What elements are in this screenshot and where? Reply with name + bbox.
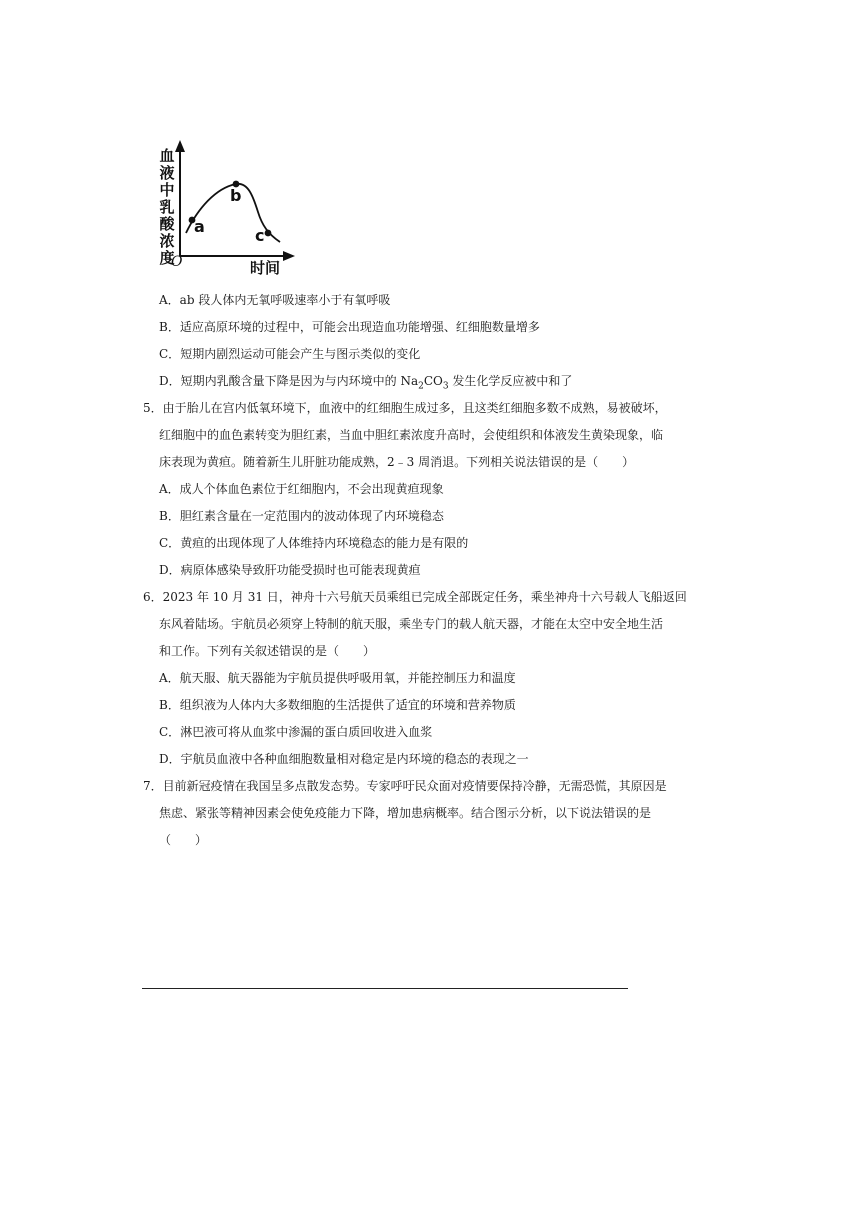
option-text-middle: CO [423,374,443,388]
option-letter: D． [159,563,181,577]
subscript-3: 3 [442,381,449,392]
option-text: 黄疸的出现体现了人体维持内环境稳态的能力是有限的 [180,536,469,550]
q5-line-2: 红细胞中的血色素转变为胆红素，当血中胆红素浓度升高时，会使组织和体液发生黄染现象，临 [159,428,664,442]
origin-label: O [171,254,183,270]
point-a-label: a [194,217,205,236]
q7-line-3: （ ） [159,833,208,847]
point-c-label: c [255,226,265,245]
q5-line-3: 床表现为黄疸。随着新生儿肝脏功能成熟，2﹣3 周消退。下列相关说法错误的是（ ） [159,455,635,469]
q6-line-2: 东风着陆场。宇航员必须穿上特制的航天服，乘坐专门的载人航天器，才能在太空中安全地生活 [159,617,664,631]
option-text: 组织液为人体内大多数细胞的生活提供了适宜的环境和营养物质 [179,698,516,712]
option-letter: D． [159,374,181,388]
q7-line-2: 焦虑、紧张等精神因素会使免疫能力下降，增加患病概率。结合图示分析，以下说法错误的是 [159,806,652,820]
question-number: 7． [143,779,163,793]
question-number: 5． [143,401,163,415]
y-axis-label: 血液中乳酸浓度 [159,147,175,267]
option-text-after: 发生化学反应被中和了 [448,374,573,388]
option-text-before: 短期内乳酸含量下降是因为与内环境中的 Na [180,374,419,388]
question-text: 由于胎儿在宫内低氧环境下，血液中的红细胞生成过多，且这类红细胞多数不成熟，易被破坏， [162,401,667,415]
option-text: 航天服、航天器能为宇航员提供呼吸用氧，并能控制压力和温度 [179,671,516,685]
q6-option-c [159,724,432,740]
option-letter: A． [159,671,180,685]
q5-option-c [159,535,468,551]
option-letter: C． [159,536,181,550]
footer-rule [142,988,628,989]
option-letter: C． [159,347,181,361]
option-text: 适应高原环境的过程中，可能会出现造血功能增强、红细胞数量增多 [179,320,540,334]
q6-option-a [159,670,516,686]
option-text: 病原体感染导致肝功能受损时也可能表现黄疸 [180,563,421,577]
q5-line-1 [143,400,667,416]
y-axis-arrow [175,140,185,152]
x-axis-arrow [283,251,295,261]
q4-option-b [159,319,540,335]
question-text: 2023 年 10 月 31 日，神舟十六号航天员乘组已完成全部既定任务，乘坐神舟十六号载人飞船返回 [162,590,687,604]
q4-option-a [159,292,390,308]
option-letter: A． [159,293,180,307]
q6-option-b [159,697,516,713]
option-text: 成人个体血色素位于红细胞内，不会出现黄疸现象 [179,482,444,496]
q6-line-1 [143,589,687,605]
option-text: 宇航员血液中各种血细胞数量相对稳定是内环境的稳态的表现之一 [180,752,529,766]
q6-option-d [159,751,529,767]
option-letter: A． [159,482,180,496]
x-axis-label: 时间 [250,259,281,277]
option-text: ab 段人体内无氧呼吸速率小于有氧呼吸 [179,293,391,307]
option-text: 胆红素含量在一定范围内的波动体现了内环境稳态 [179,509,444,523]
option-letter: C． [159,725,181,739]
q4-option-d [159,373,572,394]
option-letter: B． [159,509,180,523]
question-text: 目前新冠疫情在我国呈多点散发态势。专家呼吁民众面对疫情要保持冷静，无需恐慌，其原因是 [162,779,667,793]
point-c [265,230,272,237]
option-letter: B． [159,320,180,334]
point-b-label: b [230,186,242,205]
q5-option-d [159,562,421,578]
question-number: 6． [143,590,163,604]
option-text: 短期内剧烈运动可能会产生与图示类似的变化 [180,347,421,361]
q5-option-a [159,481,444,497]
q5-option-b [159,508,444,524]
lactic-acid-graph [150,138,300,283]
q7-line-1 [143,778,667,794]
q4-option-c [159,346,420,362]
subscript-2: 2 [418,381,424,392]
option-letter: B． [159,698,180,712]
option-text: 淋巴液可将从血浆中渗漏的蛋白质回收进入血浆 [180,725,433,739]
q6-line-3: 和工作。下列有关叙述错误的是（ ） [159,644,376,658]
option-letter: D． [159,752,181,766]
